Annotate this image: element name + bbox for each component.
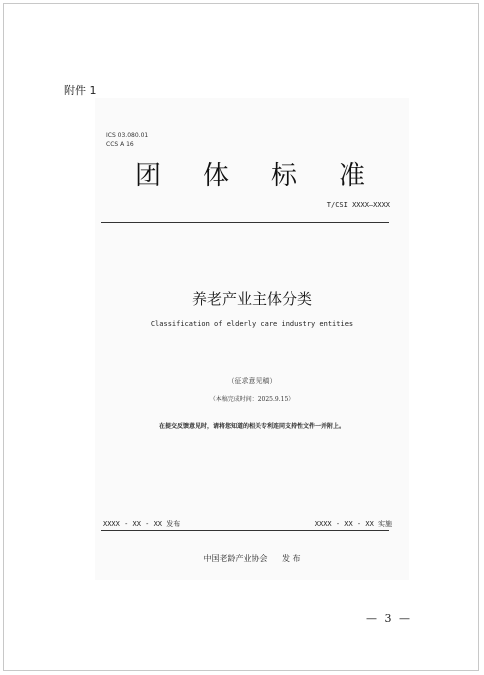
release-date: XXXX - XX - XX 发布 (103, 520, 181, 528)
standard-title-char: 标 (270, 161, 297, 191)
attachment-label: 附件 1 (64, 84, 97, 97)
issuer-action: 发 布 (282, 554, 301, 563)
classification-codes (106, 131, 148, 149)
patent-notice: 在提交反馈意见时，请将您知道的相关专利连同支持性文件一并附上。 (158, 423, 345, 430)
top-divider (101, 222, 389, 223)
document-title: 养老产业主体分类 (191, 290, 312, 308)
standard-title-char: 团 (135, 161, 162, 191)
standard-cover (95, 98, 409, 580)
standard-title-char: 体 (202, 161, 229, 191)
page-number: — 3 — (366, 612, 412, 625)
bottom-divider (101, 530, 389, 531)
ccs-code: CCS A 16 (106, 141, 134, 148)
implement-date: XXXX - XX - XX 实施 (314, 520, 392, 528)
issuer-line (95, 553, 409, 564)
standard-title-char: 准 (338, 161, 365, 191)
english-title: Classification of elderly care industry entities (150, 320, 354, 328)
completion-time: （本稿完成时间：2025.9.15） (209, 396, 295, 403)
draft-status: （征求意见稿） (227, 377, 277, 385)
ics-code: ICS 03.080.01 (106, 132, 149, 139)
standard-type-title (135, 155, 365, 192)
standard-code: T/CSI XXXX—XXXX (326, 201, 390, 209)
issuer-organization: 中国老龄产业协会 (203, 554, 268, 563)
